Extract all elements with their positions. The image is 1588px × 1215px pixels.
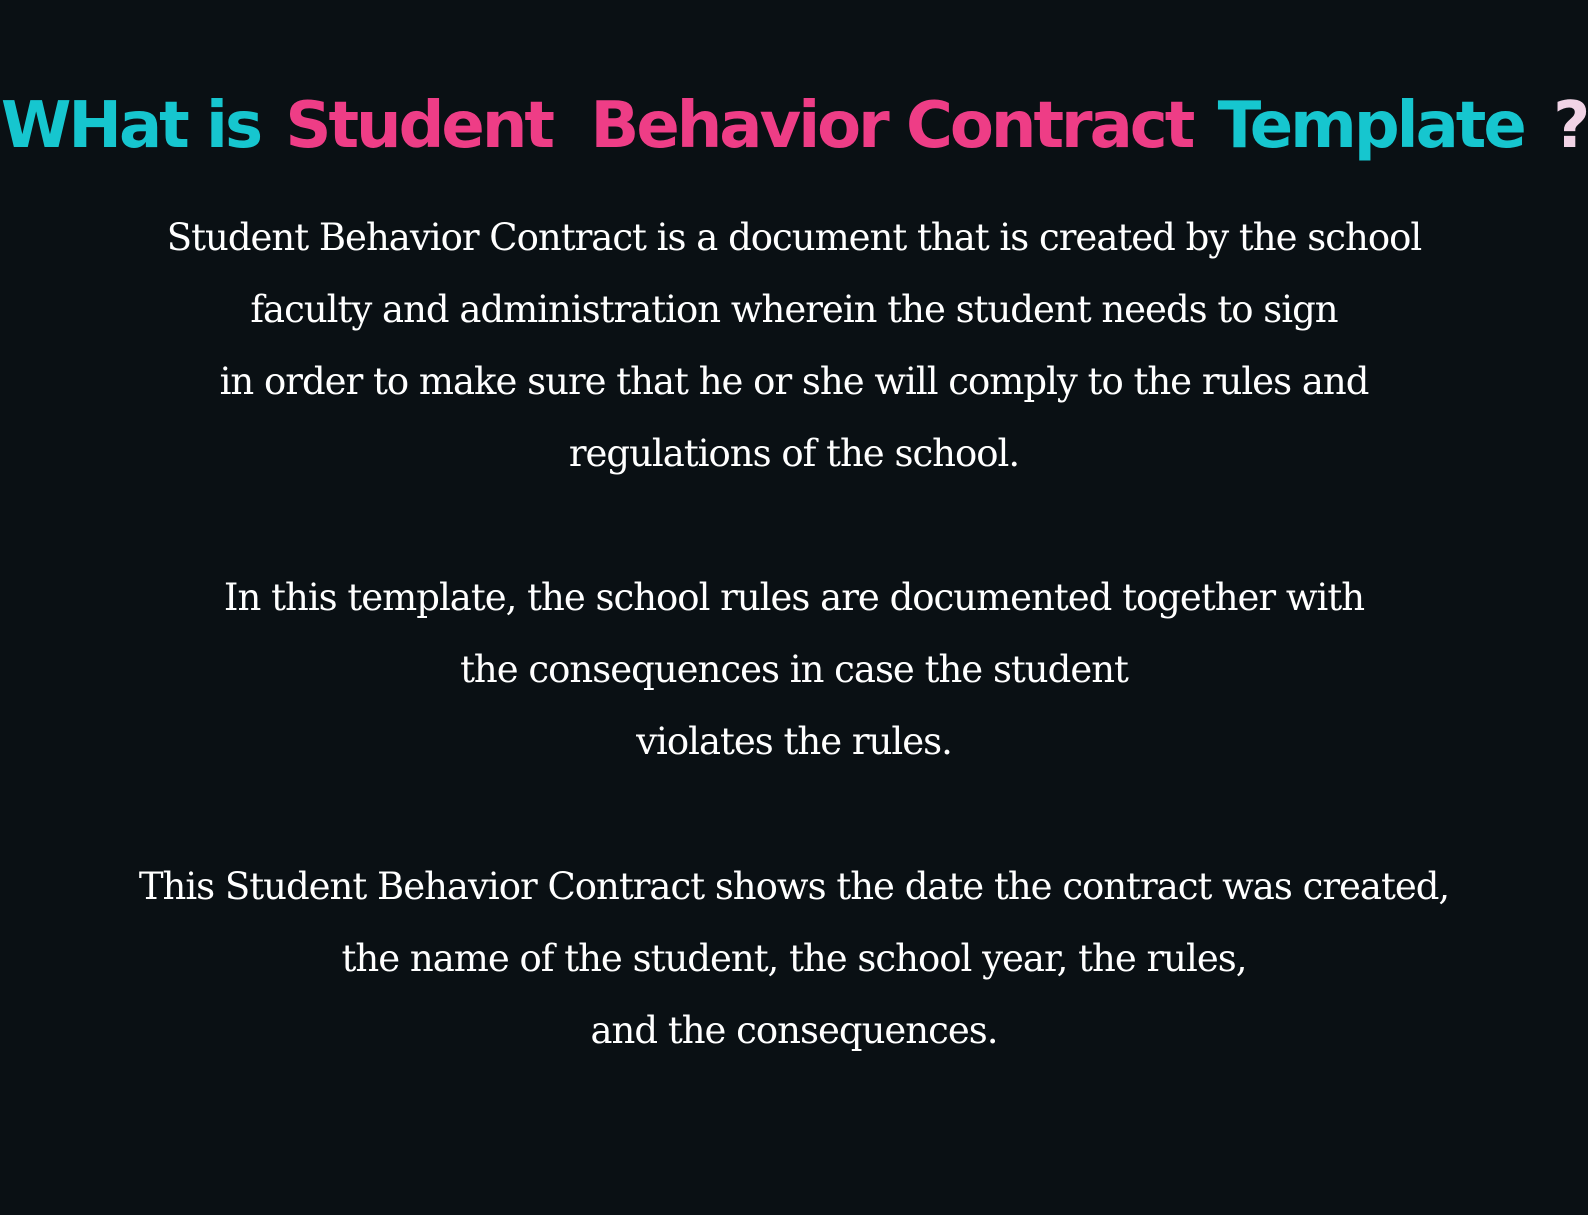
paragraph-line: Student Behavior Contract is a document that is created by the school — [166, 216, 1422, 259]
paragraph-template-content — [40, 562, 1548, 778]
paragraph-line: the consequences in case the student — [460, 648, 1128, 691]
paragraph-line: and the consequences. — [590, 1009, 998, 1052]
paragraph-line: the name of the student, the school year, the rules, — [341, 937, 1247, 980]
paragraph-line: In this template, the school rules are documented together with — [223, 576, 1365, 619]
title-question-mark: ? — [1553, 88, 1588, 163]
paragraph-line: in order to make sure that he or she will comply to the rules and — [219, 360, 1369, 403]
paragraph-definition — [40, 202, 1548, 490]
title-part-what-is: WHat is — [0, 88, 261, 163]
paragraph-line: faculty and administration wherein the student needs to sign — [250, 288, 1338, 331]
paragraph-line: regulations of the school. — [568, 432, 1020, 475]
title-part-student-behavior-contract: Student Behavior Contract — [285, 88, 1193, 163]
paragraph-line: violates the rules. — [636, 720, 952, 763]
paragraph-line: This Student Behavior Contract shows the date the contract was created, — [138, 865, 1450, 908]
title-part-template: Template — [1217, 88, 1524, 163]
page-title — [0, 81, 1588, 171]
paragraph-contract-details — [40, 851, 1548, 1067]
